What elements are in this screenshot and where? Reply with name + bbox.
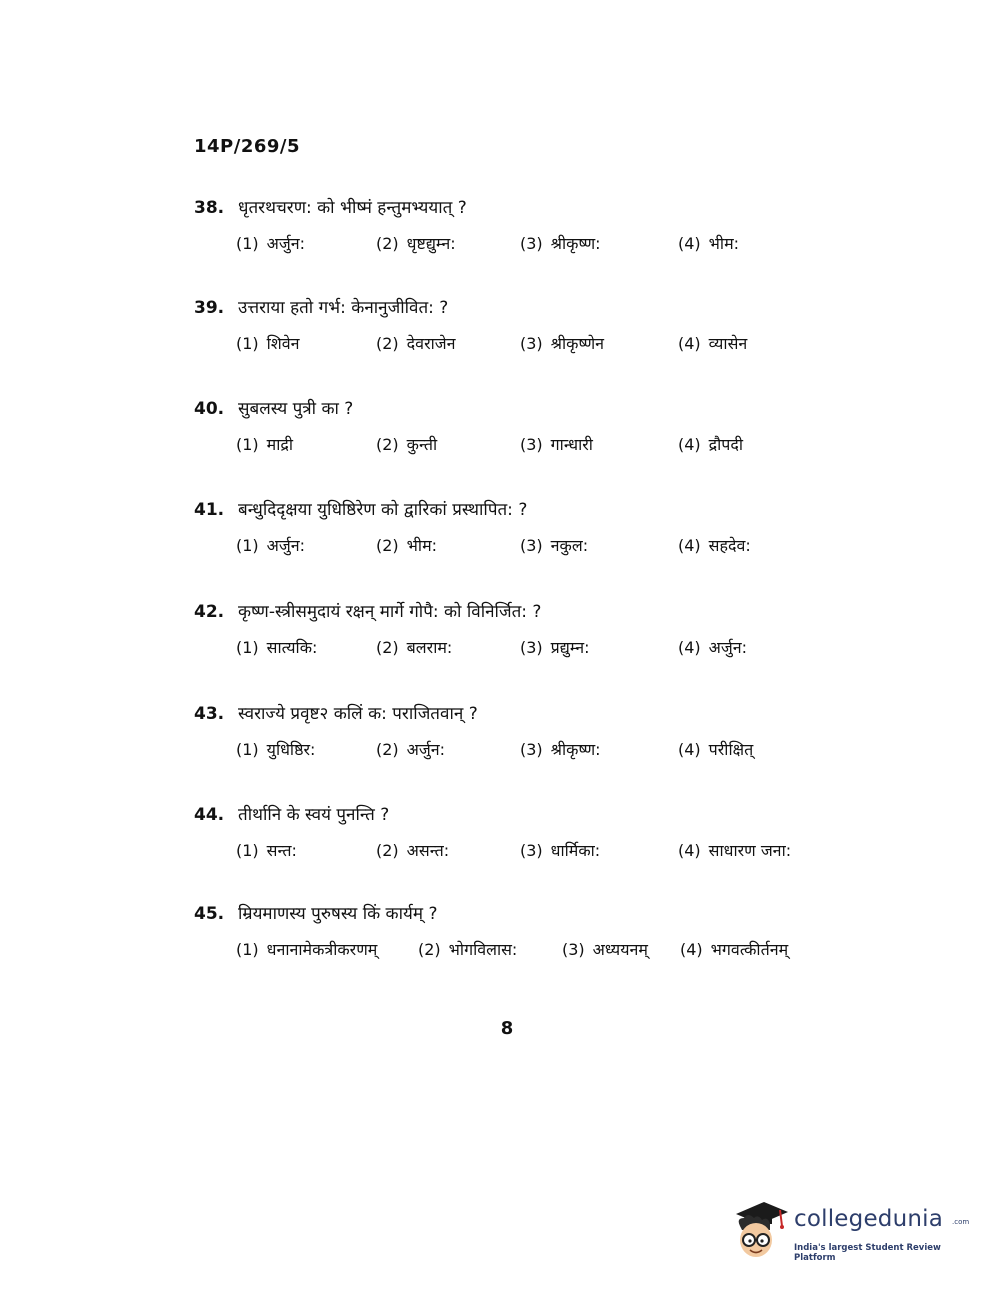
option-1: (1) सात्यकि: <box>236 638 318 657</box>
option-3: (3) प्रद्युम्न: <box>520 638 590 657</box>
option-3: (3) श्रीकृष्णेन <box>520 334 605 353</box>
option-3: (3) नकुल: <box>520 536 589 555</box>
options <box>194 938 834 964</box>
question-number: 42. <box>194 602 225 622</box>
option-2: (2) भोगविलास: <box>418 940 518 959</box>
question-number: 43. <box>194 704 225 724</box>
options <box>194 636 834 662</box>
option-4: (4) परीक्षित् <box>678 740 754 759</box>
option-1: (1) अर्जुन: <box>236 234 306 253</box>
question-43 <box>194 702 834 764</box>
option-4: (4) भगवत्कीर्तनम् <box>680 940 789 959</box>
question-number: 41. <box>194 500 225 520</box>
option-1: (1) सन्त: <box>236 841 297 860</box>
question-number: 45. <box>194 904 225 924</box>
option-4: (4) सहदेव: <box>678 536 751 555</box>
page-number: 8 <box>500 1018 514 1039</box>
option-2: (2) कुन्ती <box>376 435 438 454</box>
option-1: (1) अर्जुन: <box>236 536 306 555</box>
question-text: स्वराज्ये प्रवृष्ट२ कलिं क: पराजितवान् ? <box>238 704 478 724</box>
question-38 <box>194 196 834 258</box>
options <box>194 433 834 459</box>
question-number: 38. <box>194 198 225 218</box>
option-2: (2) बलराम: <box>376 638 453 657</box>
question-text: उत्तराया हतो गर्भ: केनानुजीवित: ? <box>238 298 449 318</box>
option-2: (2) असन्त: <box>376 841 450 860</box>
graduate-mascot-icon <box>730 1196 790 1266</box>
option-4: (4) साधारण जना: <box>678 841 792 860</box>
option-1: (1) माद्री <box>236 435 294 454</box>
options <box>194 332 834 358</box>
question-number: 39. <box>194 298 225 318</box>
logo-domain-suffix: .com <box>952 1218 970 1226</box>
option-2: (2) धृष्टद्युम्न: <box>376 234 456 253</box>
question-text: म्रियमाणस्य पुरुषस्य किं कार्यम् ? <box>238 904 438 924</box>
question-41 <box>194 498 834 560</box>
question-text: सुबलस्य पुत्री का ? <box>238 399 354 419</box>
question-text: कृष्ण-स्त्रीसमुदायं रक्षन् मार्गे गोपै: को विनिर्जित: ? <box>238 602 542 622</box>
question-text: तीर्थानि के स्वयं पुनन्ति ? <box>238 805 390 825</box>
option-3: (3) श्रीकृष्ण: <box>520 234 601 253</box>
option-4: (4) द्रौपदी <box>678 435 744 454</box>
question-number: 40. <box>194 399 225 419</box>
paper-code: 14P/269/5 <box>194 136 300 157</box>
question-40 <box>194 397 834 459</box>
logo-tagline: India's largest Student Review Platform <box>794 1243 941 1263</box>
question-45 <box>194 902 834 964</box>
options <box>194 738 834 764</box>
option-2: (2) अर्जुन: <box>376 740 446 759</box>
logo-wordmark: collegedunia <box>794 1206 944 1232</box>
question-text: धृतरथचरण: को भीष्मं हन्तुमभ्ययात् ? <box>238 198 467 218</box>
option-4: (4) अर्जुन: <box>678 638 748 657</box>
question-42 <box>194 600 834 662</box>
option-1: (1) युधिष्ठिर: <box>236 740 316 759</box>
question-text: बन्धुदिदृक्षया युधिष्ठिरेण को द्वारिकां प्रस्थापित: ? <box>238 500 528 520</box>
option-4: (4) व्यासेन <box>678 334 748 353</box>
option-1: (1) शिवेन <box>236 334 300 353</box>
question-39 <box>194 296 834 358</box>
option-3: (3) श्रीकृष्ण: <box>520 740 601 759</box>
option-4: (4) भीम: <box>678 234 740 253</box>
options <box>194 534 834 560</box>
option-1: (1) धनानामेकत्रीकरणम् <box>236 940 378 959</box>
option-3: (3) धार्मिका: <box>520 841 601 860</box>
option-3: (3) अध्ययनम् <box>562 940 648 959</box>
option-3: (3) गान्धारी <box>520 435 593 454</box>
option-2: (2) देवराजेन <box>376 334 456 353</box>
options <box>194 839 834 865</box>
question-number: 44. <box>194 805 225 825</box>
question-44 <box>194 803 834 865</box>
option-2: (2) भीम: <box>376 536 438 555</box>
collegedunia-logo <box>730 1196 970 1266</box>
options <box>194 232 834 258</box>
